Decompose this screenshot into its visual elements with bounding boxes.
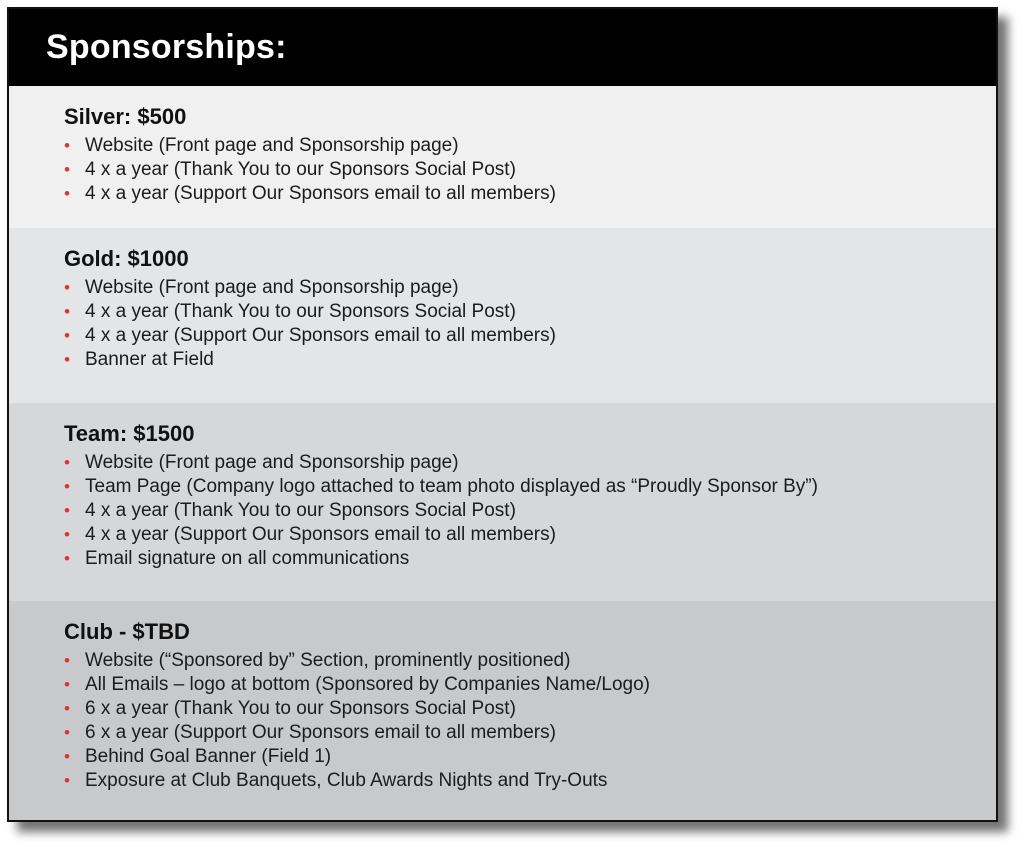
list-item bbox=[64, 300, 996, 324]
tier-gold bbox=[9, 228, 996, 403]
header-bar bbox=[9, 9, 996, 86]
sponsorships-card bbox=[7, 7, 998, 822]
bullet-icon: • bbox=[64, 675, 70, 694]
list-item bbox=[64, 451, 996, 475]
bullet-icon: • bbox=[64, 136, 70, 155]
benefit-text: Website (Front page and Sponsorship page) bbox=[85, 452, 459, 473]
benefit-text: Website (Front page and Sponsorship page) bbox=[85, 277, 459, 298]
bullet-icon: • bbox=[64, 278, 70, 297]
list-item bbox=[64, 649, 996, 673]
bullet-icon: • bbox=[64, 771, 70, 790]
benefit-list bbox=[64, 649, 996, 793]
bullet-icon: • bbox=[64, 302, 70, 321]
bullet-icon: • bbox=[64, 184, 70, 203]
bullet-icon: • bbox=[64, 651, 70, 670]
list-item bbox=[64, 769, 996, 793]
list-item bbox=[64, 523, 996, 547]
list-item bbox=[64, 547, 996, 571]
list-item bbox=[64, 276, 996, 300]
benefit-list bbox=[64, 276, 996, 372]
list-item bbox=[64, 348, 996, 372]
bullet-icon: • bbox=[64, 501, 70, 520]
benefit-text: Team Page (Company logo attached to team photo displayed as “Proudly Sponsor By”) bbox=[85, 476, 818, 497]
list-item bbox=[64, 673, 996, 697]
bullet-icon: • bbox=[64, 549, 70, 568]
benefit-text: Exposure at Club Banquets, Club Awards Nights and Try-Outs bbox=[85, 770, 608, 791]
benefit-text: Email signature on all communications bbox=[85, 548, 410, 569]
list-item bbox=[64, 697, 996, 721]
benefit-text: 4 x a year (Thank You to our Sponsors Social Post) bbox=[85, 500, 516, 521]
benefit-text: Behind Goal Banner (Field 1) bbox=[85, 746, 332, 767]
list-item bbox=[64, 182, 996, 206]
page-title: Sponsorships: bbox=[46, 28, 287, 66]
bullet-icon: • bbox=[64, 525, 70, 544]
list-item bbox=[64, 721, 996, 745]
list-item bbox=[64, 745, 996, 769]
benefit-text: Banner at Field bbox=[85, 349, 214, 370]
tier-club bbox=[9, 601, 996, 822]
bullet-icon: • bbox=[64, 326, 70, 345]
bullet-icon: • bbox=[64, 747, 70, 766]
bullet-icon: • bbox=[64, 453, 70, 472]
list-item bbox=[64, 324, 996, 348]
benefit-text: 4 x a year (Support Our Sponsors email to all members) bbox=[85, 524, 556, 545]
benefit-text: 6 x a year (Support Our Sponsors email to all members) bbox=[85, 722, 556, 743]
benefit-text: All Emails – logo at bottom (Sponsored by Companies Name/Logo) bbox=[85, 674, 651, 695]
bullet-icon: • bbox=[64, 350, 70, 369]
list-item bbox=[64, 158, 996, 182]
bullet-icon: • bbox=[64, 160, 70, 179]
tier-heading: Club - $TBD bbox=[64, 619, 190, 644]
tier-silver bbox=[9, 86, 996, 228]
benefit-text: 4 x a year (Support Our Sponsors email to all members) bbox=[85, 325, 556, 346]
benefit-text: Website (Front page and Sponsorship page) bbox=[85, 135, 459, 156]
bullet-icon: • bbox=[64, 477, 70, 496]
benefit-text: 4 x a year (Thank You to our Sponsors Social Post) bbox=[85, 301, 516, 322]
list-item bbox=[64, 134, 996, 158]
list-item bbox=[64, 499, 996, 523]
tier-heading: Silver: $500 bbox=[64, 104, 187, 129]
list-item bbox=[64, 475, 996, 499]
tier-heading: Gold: $1000 bbox=[64, 246, 189, 271]
bullet-icon: • bbox=[64, 723, 70, 742]
tier-team bbox=[9, 403, 996, 601]
benefit-list bbox=[64, 134, 996, 206]
benefit-list bbox=[64, 451, 996, 571]
benefit-text: 4 x a year (Thank You to our Sponsors Social Post) bbox=[85, 159, 516, 180]
tier-heading: Team: $1500 bbox=[64, 421, 195, 446]
benefit-text: 6 x a year (Thank You to our Sponsors Social Post) bbox=[85, 698, 516, 719]
benefit-text: Website (“Sponsored by” Section, prominently positioned) bbox=[85, 650, 571, 671]
bullet-icon: • bbox=[64, 699, 70, 718]
benefit-text: 4 x a year (Support Our Sponsors email to all members) bbox=[85, 183, 556, 204]
